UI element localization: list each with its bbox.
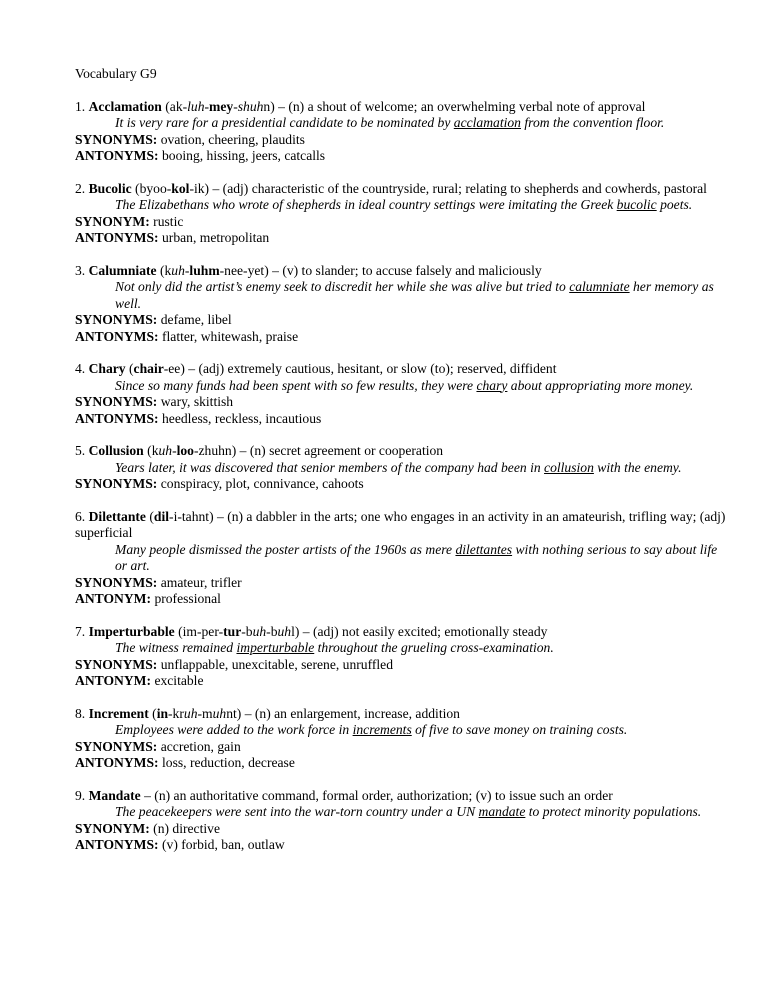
pron-part: - [172, 443, 177, 458]
synonyms-list: defame, libel [160, 312, 232, 327]
antonyms-list: urban, metropolitan [162, 230, 270, 245]
pron-schwa: uh [171, 262, 185, 278]
entry-number: 7. [75, 623, 89, 639]
entry-word: Chary [88, 361, 126, 376]
entry-synonyms [75, 739, 728, 756]
entry-synonyms [75, 821, 728, 838]
pron-stress: tur [223, 623, 242, 639]
antonyms-list: professional [154, 591, 221, 606]
entry-definition: (n) an enlargement, increase, addition [254, 705, 460, 721]
pron-stress: loo [176, 443, 194, 458]
pron-part: -b [241, 623, 253, 639]
synonyms-label: SYNONYMS: [75, 394, 158, 409]
entry-example [75, 197, 728, 214]
antonyms-label: ANTONYMS: [75, 328, 159, 344]
synonyms-label: SYNONYMS: [75, 738, 158, 754]
synonyms-list: ovation, cheering, plaudits [160, 131, 305, 147]
antonyms-list: loss, reduction, decrease [162, 755, 295, 770]
entry-pronunciation: (kuh-loo-zhuhn) [143, 443, 237, 458]
entry-synonyms [75, 394, 728, 411]
pron-part: - [233, 98, 238, 114]
entry-headline: 9. Mandate – (n) an authoritative command, formal order, authorization; (v) to issue such an order [75, 787, 613, 803]
pron-schwa: uh [252, 623, 267, 639]
vocab-entry [75, 181, 728, 247]
entry-definition: (adj) characteristic of the countryside, rural; relating to shepherds and cowherds, pastoral [222, 180, 707, 196]
pron-part: -zhuhn [193, 443, 232, 458]
pron-part: -ik [189, 180, 205, 196]
entry-word: Dilettante [88, 508, 146, 524]
entry-pronunciation: (ak-luh-mey-shuhn) [161, 98, 275, 114]
pron-schwa: luh [187, 98, 205, 114]
entry-headline: 1. Acclamation (ak-luh-mey-shuhn) – (n) a shout of welcome; an overwhelming verbal note of approval [75, 98, 646, 114]
entry-antonyms [75, 230, 728, 247]
antonyms-list: booing, hissing, jeers, catcalls [162, 148, 326, 163]
pron-stress: in [156, 705, 169, 721]
vocab-entry [75, 788, 728, 854]
pron-schwa: uh [158, 443, 173, 458]
pron-stress: chair [133, 361, 164, 376]
synonyms-list: conspiracy, plot, connivance, cahoots [160, 476, 364, 491]
example-text: Since so many funds had been spent with so few results, they were [115, 377, 477, 393]
synonyms-label: SYNONYMS: [75, 476, 158, 491]
antonyms-label: ANTONYMS: [75, 410, 159, 426]
pron-part: l [291, 623, 295, 639]
entry-antonyms [75, 755, 728, 772]
antonyms-list: flatter, whitewash, praise [162, 328, 299, 344]
entry-example [75, 722, 728, 739]
vocab-entry [75, 443, 728, 493]
entry-number: 4. [75, 361, 89, 376]
entry-headline: 2. Bucolic (byoo-kol-ik) – (adj) characteristic of the countryside, rural; relating to shepherds and cowherds, pastoral [75, 180, 707, 196]
entry-antonyms [75, 411, 728, 428]
entry-number: 5. [75, 443, 89, 458]
entry-word: Imperturbable [88, 623, 175, 639]
entry-synonyms [75, 476, 728, 493]
entry-headline: 4. Chary (chair-ee) – (adj) extremely cautious, hesitant, or slow (to); reserved, diffident [75, 361, 557, 376]
pron-part: -kr [168, 705, 184, 721]
vocab-entry [75, 99, 728, 165]
entry-pronunciation: (in-kruh-muhnt) [148, 705, 242, 721]
pron-part: nt [226, 705, 237, 721]
pron-stress: mey [209, 98, 234, 114]
entry-definition: (adj) not easily excited; emotionally steady [313, 623, 548, 639]
entry-antonyms [75, 591, 728, 608]
entry-pronunciation: (im-per-tur-buh-buhl) [174, 623, 300, 639]
example-keyword: bucolic [616, 197, 657, 212]
entry-headline: 3. Calumniate (kuh-luhm-nee-yet) – (v) to slander; to accuse falsely and maliciously [75, 262, 542, 278]
entry-pronunciation: (chair-ee) [125, 361, 185, 376]
entry-synonyms [75, 657, 728, 674]
entry-number: 2. [75, 180, 89, 196]
pron-schwa: shuh [237, 98, 264, 114]
synonyms-label: SYNONYMS: [75, 656, 158, 672]
pron-part: -i-tahnt [169, 508, 210, 524]
example-text: of five to save money on training costs. [411, 722, 628, 737]
entry-definition: (n) a shout of welcome; an overwhelming verbal note of approval [288, 98, 646, 114]
entry-headline: 6. Dilettante (dil-i-tahnt) – (n) a dabbler in the arts; one who engages in an activity in an amateurish, trifling way; (adj) superficial [75, 508, 726, 540]
pron-schwa: uh [183, 705, 198, 721]
pron-schwa: uh [212, 705, 227, 721]
entry-number: 3. [75, 262, 89, 278]
synonyms-label: SYNONYM: [75, 213, 150, 229]
antonyms-label: ANTONYMS: [75, 230, 159, 245]
entry-antonyms [75, 837, 728, 854]
entry-synonyms [75, 132, 728, 149]
entry-definition: (n) a dabbler in the arts; one who engages in an activity in an amateurish, trifling way; (adj) superficial [75, 508, 726, 540]
entry-word: Bucolic [88, 180, 132, 196]
vocab-entry [75, 624, 728, 690]
entry-headline: 7. Imperturbable (im-per-tur-buh-buhl) – (adj) not easily excited; emotionally steady [75, 623, 548, 639]
example-text: The witness remained [115, 640, 237, 655]
entry-example [75, 378, 728, 395]
entry-example [75, 804, 728, 821]
pron-part: -b [266, 623, 278, 639]
synonyms-label: SYNONYMS: [75, 574, 158, 590]
antonyms-label: ANTONYMS: [75, 837, 159, 852]
entry-headline: 8. Increment (in-kruh-muhnt) – (n) an enlargement, increase, addition [75, 705, 460, 721]
entry-word: Collusion [88, 443, 144, 458]
antonyms-label: ANTONYMS: [75, 148, 159, 163]
document-title: Vocabulary G9 [75, 66, 157, 81]
example-text: Not only did the artist’s enemy seek to discredit her while she was alive but tried to [115, 279, 570, 294]
example-text: Many people dismissed the poster artists of the 1960s as mere [115, 541, 456, 557]
example-text: The peacekeepers were sent into the war-torn country under a UN [115, 804, 479, 819]
synonyms-list: wary, skittish [160, 394, 234, 409]
example-text: about appropriating more money. [507, 377, 694, 393]
example-text: poets. [656, 197, 693, 212]
entry-definition: (n) secret agreement or cooperation [249, 443, 444, 458]
synonyms-list: rustic [153, 213, 184, 229]
antonyms-list: heedless, reckless, incautious [162, 410, 322, 426]
vocabulary-list [75, 99, 728, 854]
pron-part: -m [197, 705, 213, 721]
example-keyword: increments [352, 722, 412, 737]
example-text: from the convention floor. [520, 115, 665, 130]
pron-schwa: uh [277, 623, 292, 639]
pron-part: - [204, 98, 210, 114]
entry-synonyms [75, 312, 728, 329]
synonyms-list: (n) directive [153, 820, 220, 836]
example-text: with the enemy. [593, 459, 682, 475]
entry-word: Calumniate [88, 262, 157, 278]
entry-word: Increment [88, 705, 149, 721]
entry-definition: (adj) extremely cautious, hesitant, or slow (to); reserved, diffident [198, 361, 557, 376]
vocab-entry [75, 263, 728, 346]
synonyms-list: amateur, trifler [160, 574, 242, 590]
antonyms-list: (v) forbid, ban, outlaw [162, 837, 285, 852]
entry-pronunciation: (byoo-kol-ik) [131, 180, 210, 196]
antonyms-label: ANTONYM: [75, 673, 152, 688]
entry-example [75, 115, 728, 132]
example-keyword: imperturbable [236, 640, 315, 655]
entry-number: 8. [75, 705, 89, 721]
example-keyword: calumniate [569, 279, 630, 294]
pron-stress: kol [171, 180, 190, 196]
pron-part: n [263, 98, 271, 114]
vocab-entry [75, 509, 728, 608]
example-keyword: dilettantes [455, 541, 513, 557]
pron-stress: dil [153, 508, 170, 524]
entry-word: Mandate [88, 787, 141, 803]
pron-part: k [164, 262, 172, 278]
pron-part: k [151, 443, 159, 458]
entry-word: Acclamation [88, 98, 162, 114]
synonyms-label: SYNONYMS: [75, 131, 158, 147]
vocab-entry [75, 706, 728, 772]
example-text: It is very rare for a presidential candidate to be nominated by [115, 115, 454, 130]
example-text: to protect minority populations. [525, 804, 702, 819]
example-keyword: collusion [544, 459, 594, 475]
pron-part: -ee [163, 361, 181, 376]
synonyms-list: unflappable, unexcitable, serene, unruffled [160, 656, 393, 672]
vocab-entry [75, 361, 728, 427]
antonyms-label: ANTONYMS: [75, 755, 159, 770]
pron-part: im-per- [182, 623, 224, 639]
pron-part: byoo- [139, 180, 172, 196]
entry-synonyms [75, 214, 728, 231]
pron-part: -nee-yet [219, 262, 265, 278]
entry-example [75, 279, 728, 312]
entry-antonyms [75, 329, 728, 346]
synonyms-list: accretion, gain [160, 738, 241, 754]
example-keyword: chary [476, 377, 508, 393]
entry-example [75, 640, 728, 657]
example-text: The Elizabethans who wrote of shepherds in ideal country settings were imitating the Greek [115, 197, 617, 212]
example-text: throughout the grueling cross-examination. [314, 640, 554, 655]
pron-part: ak- [169, 98, 188, 114]
antonyms-label: ANTONYM: [75, 591, 152, 606]
entry-definition: (n) an authoritative command, formal order, authorization; (v) to issue such an order [154, 787, 613, 803]
example-text: her memory as well. [115, 279, 714, 311]
entry-headline: 5. Collusion (kuh-loo-zhuhn) – (n) secret agreement or cooperation [75, 443, 444, 458]
example-text: Years later, it was discovered that senior members of the company had been in [115, 459, 545, 475]
entry-number: 9. [75, 787, 89, 803]
entry-synonyms [75, 575, 728, 592]
example-keyword: mandate [478, 804, 526, 819]
entry-pronunciation: (dil-i-tahnt) [145, 508, 214, 524]
entry-antonyms [75, 148, 728, 165]
entry-pronunciation: (kuh-luhm-nee-yet) [156, 262, 269, 278]
entry-number: 1. [75, 98, 89, 114]
antonyms-list: excitable [154, 673, 204, 688]
entry-example [75, 542, 728, 575]
entry-example [75, 460, 728, 477]
example-text: with nothing serious to say about life or art. [115, 541, 718, 573]
pron-stress: luhm [189, 262, 220, 278]
synonyms-label: SYNONYM: [75, 820, 150, 836]
synonyms-label: SYNONYMS: [75, 312, 158, 327]
entry-definition: (v) to slander; to accuse falsely and maliciously [282, 262, 542, 278]
pron-part: - [184, 262, 190, 278]
entry-antonyms [75, 673, 728, 690]
example-keyword: acclamation [453, 115, 521, 130]
example-text: Employees were added to the work force in [115, 722, 353, 737]
entry-number: 6. [75, 508, 89, 524]
